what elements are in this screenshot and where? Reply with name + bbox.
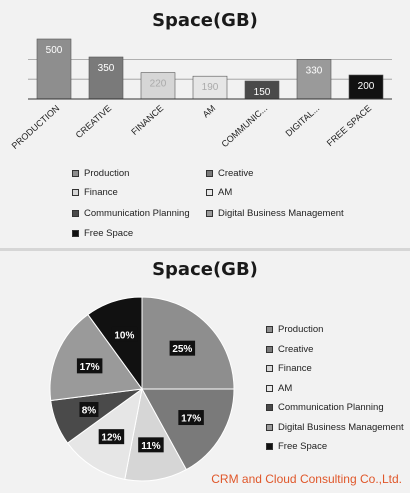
legend-label: Free Space: [278, 441, 328, 452]
legend-swatch: [266, 365, 273, 372]
legend-label: Communication Planning: [278, 402, 384, 413]
legend-label: Production: [278, 324, 324, 335]
bar-category-label: DIGITAL...: [283, 103, 322, 139]
bar-value-label: 190: [201, 82, 219, 94]
bar-value-label: 150: [253, 87, 271, 98]
bar-category-label: FREE SPACE: [324, 103, 374, 149]
pie-value-label: 10%: [114, 330, 135, 342]
bar-value-label: 350: [97, 63, 115, 74]
bar-value-label: 220: [149, 78, 167, 90]
pie-value-label: 17%: [181, 413, 202, 425]
pie-legend-item: [266, 363, 312, 374]
bar-value-label: 330: [305, 65, 323, 77]
legend-swatch: [266, 385, 273, 392]
legend-label: Finance: [84, 187, 118, 198]
legend-label: AM: [278, 382, 293, 394]
legend-label: Digital Business Management: [278, 421, 404, 433]
company-watermark: CRM and Cloud Consulting Co.,Ltd.: [211, 472, 402, 486]
legend-label: Free Space: [84, 228, 134, 239]
pie-legend-item: [266, 441, 327, 452]
legend-swatch: [266, 404, 273, 411]
bar-category-label: AM: [200, 103, 218, 120]
bar-value-label: 500: [45, 45, 63, 56]
legend-label: AM: [218, 187, 233, 198]
pie-value-label: 25%: [172, 344, 193, 356]
pie-legend-item: [266, 383, 292, 394]
legend-swatch: [266, 424, 273, 431]
bar-chart-title: Space(GB): [152, 10, 258, 31]
pie-legend-item: [266, 324, 323, 335]
legend-label: Production: [84, 168, 130, 179]
legend-label: Digital Business Management: [218, 208, 344, 219]
legend-swatch: [266, 326, 273, 333]
pie-legend-item: [266, 402, 384, 413]
bar-category-label: FINANCE: [129, 103, 166, 137]
legend-label: Creative: [218, 168, 254, 179]
pie-value-label: 17%: [79, 361, 100, 373]
pie-legend-item: [266, 344, 313, 355]
bar-category-label: CREATIVE: [73, 103, 114, 141]
legend-swatch: [266, 346, 273, 353]
legend-label: Communication Planning: [84, 208, 190, 219]
bar-value-label: 200: [357, 81, 375, 92]
pie-value-label: 8%: [81, 405, 97, 417]
legend-label: Creative: [278, 343, 314, 355]
pie-value-label: 11%: [141, 440, 161, 452]
pie-legend-item: [266, 422, 404, 433]
pie-chart-title: Space(GB): [152, 259, 258, 280]
pie-value-label: 12%: [101, 432, 122, 444]
bar-category-label: COMMUNIC...: [219, 103, 270, 150]
legend-label: Finance: [278, 363, 312, 374]
legend-swatch: [266, 443, 273, 450]
bar-category-label: PRODUCTION: [9, 103, 62, 151]
